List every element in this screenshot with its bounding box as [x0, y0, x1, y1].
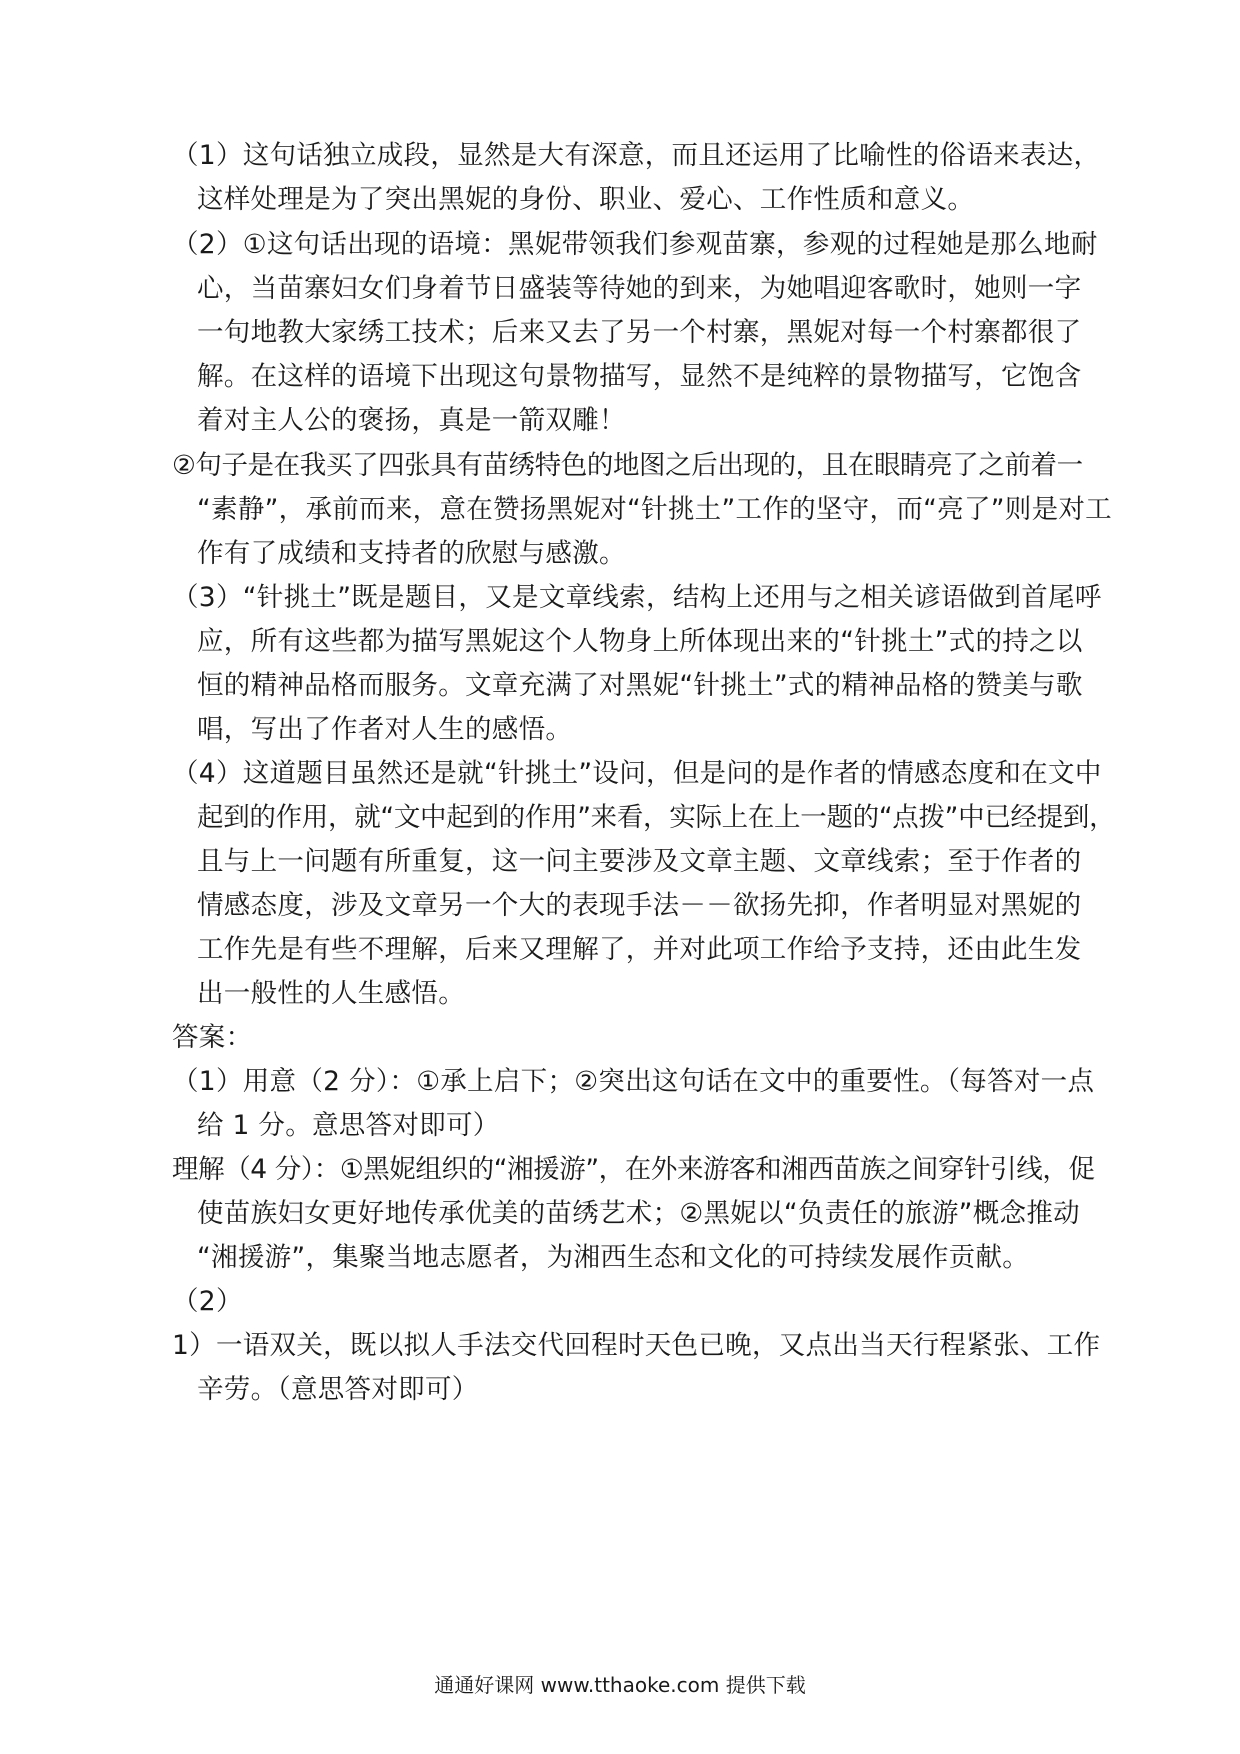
answer-2-1-line-2: 辛劳。（意思答对即可）	[197, 1374, 479, 1405]
analysis-2-line-3: 一句地教大家绣工技术；后来又去了另一个村寨，黑妮对每一个村寨都很了	[197, 317, 1082, 348]
answer-1-line-2: 给 1 分。意思答对即可）	[197, 1110, 500, 1141]
answers-heading: 答案：	[172, 1022, 253, 1053]
analysis-2b-line-3: 作有了成绩和支持者的欣慰与感激。	[197, 538, 626, 569]
analysis-2b-line-1: ②句子是在我买了四张具有苗绣特色的地图之后出现的，且在眼睛亮了之前着一	[172, 450, 1083, 481]
analysis-4-line-4: 情感态度，涉及文章另一个大的表现手法－－欲扬先抑，作者明显对黑妮的	[197, 890, 1082, 921]
analysis-1-line-1: （1）这句话独立成段，显然是大有深意，而且还运用了比喻性的俗语来表达，	[172, 140, 1101, 171]
answer-2-1-line-1: 1）一语双关，既以拟人手法交代回程时天色已晚，又点出当天行程紧张、工作	[172, 1330, 1101, 1361]
analysis-4-line-6: 出一般性的人生感悟。	[197, 978, 465, 1009]
analysis-4-line-3: 且与上一问题有所重复，这一问主要涉及文章主题、文章线索；至于作者的	[197, 846, 1082, 877]
answer-2-label: （2）	[172, 1286, 243, 1317]
analysis-4-line-2: 起到的作用，就“文中起到的作用”来看，实际上在上一题的“点拨”中已经提到，	[197, 802, 1116, 833]
answer-1b-line-2: 使苗族妇女更好地传承优美的苗绣艺术；②黑妮以“负责任的旅游”概念推动	[197, 1198, 1080, 1229]
answer-1b-line-1: 理解（4 分）：①黑妮组织的“湘援游”，在外来游客和湘西苗族之间穿针引线，促	[172, 1154, 1095, 1185]
analysis-2b-line-2: “素静”，承前而来，意在赞扬黑妮对“针挑土”工作的坚守，而“亮了”则是对工	[197, 494, 1112, 525]
analysis-1-line-2: 这样处理是为了突出黑妮的身份、职业、爱心、工作性质和意义。	[197, 184, 975, 215]
analysis-4-line-1: （4）这道题目虽然还是就“针挑土”设问，但是问的是作者的情感态度和在文中	[172, 758, 1102, 789]
analysis-2-line-4: 解。在这样的语境下出现这句景物描写，显然不是纯粹的景物描写，它饱含	[197, 361, 1082, 392]
answer-1-line-1: （1）用意（2 分）：①承上启下；②突出这句话在文中的重要性。（每答对一点	[172, 1066, 1095, 1097]
analysis-3-line-3: 恒的精神品格而服务。文章充满了对黑妮“针挑土”式的精神品格的赞美与歌	[197, 670, 1083, 701]
page-footer: 通通好课网 www.tthaoke.com 提供下载	[434, 1673, 806, 1697]
analysis-3-line-4: 唱，写出了作者对人生的感悟。	[197, 714, 573, 745]
analysis-4-line-5: 工作先是有些不理解，后来又理解了，并对此项工作给予支持，还由此生发	[197, 934, 1082, 965]
analysis-3-line-2: 应，所有这些都为描写黑妮这个人物身上所体现出来的“针挑土”式的持之以	[197, 626, 1083, 657]
analysis-2-line-2: 心，当苗寨妇女们身着节日盛装等待她的到来，为她唱迎客歌时，她则一字	[197, 273, 1082, 304]
analysis-2-line-1: （2）①这句话出现的语境：黑妮带领我们参观苗寨，参观的过程她是那么地耐	[172, 229, 1098, 260]
analysis-2-line-5: 着对主人公的褒扬，真是一箭双雕！	[197, 405, 626, 436]
answer-1b-line-3: “湘援游”，集聚当地志愿者，为湘西生态和文化的可持续发展作贡献。	[197, 1242, 1030, 1273]
analysis-3-line-1: （3）“针挑土”既是题目，又是文章线索，结构上还用与之相关谚语做到首尾呼	[172, 582, 1102, 613]
